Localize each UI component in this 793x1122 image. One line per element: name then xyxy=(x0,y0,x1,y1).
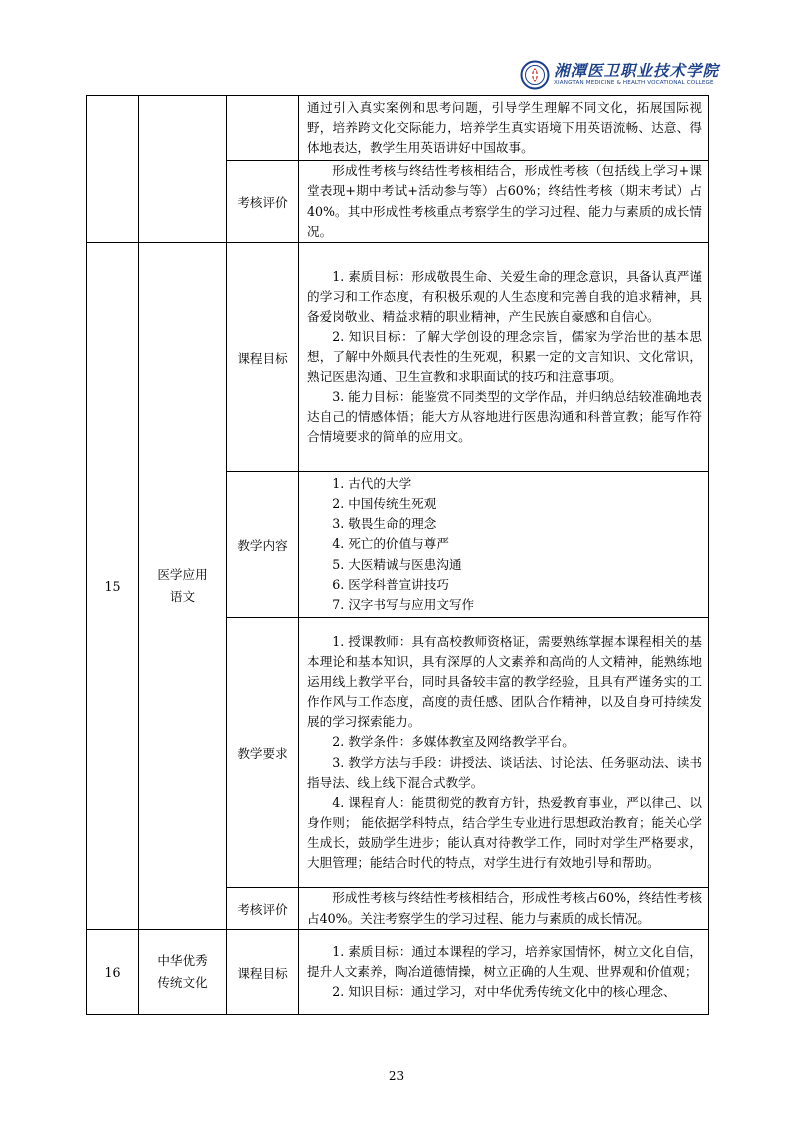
course-name-line: 传统文化 xyxy=(157,975,208,990)
course-name-line: 医学应用 xyxy=(157,567,208,582)
header-logo xyxy=(520,58,720,94)
list-item: 4. 死亡的价值与尊严 xyxy=(332,536,449,552)
table-row xyxy=(87,243,709,472)
goal-paragraph: 3. 能力目标：能鉴赏不同类型的文学作品，并归纳总结较准确地表达自己的情感体悟；能大方从容地进行医患沟通和科普宣教；能写作符合情境要求的简单的应用文。 xyxy=(307,389,702,445)
course-name-line: 中华优秀 xyxy=(157,953,208,968)
category-label: 教学内容 xyxy=(227,472,299,618)
list-item: 6. 医学科普宣讲技巧 xyxy=(332,576,449,592)
table-row xyxy=(87,96,709,161)
content-cell xyxy=(299,930,709,1015)
category-cell xyxy=(227,96,299,161)
page-number: 23 xyxy=(388,1069,405,1083)
table-row xyxy=(87,930,709,1015)
category-label: 考核评价 xyxy=(227,161,299,243)
course-name xyxy=(139,243,227,930)
continued-text: 通过引入真实案例和思考问题，引导学生理解不同文化，拓展国际视野，培养跨文化交际能力，培养学生真实语境下用英语流畅、达意、得体地表达，教学生用英语讲好中国故事。 xyxy=(307,99,702,156)
content-cell xyxy=(299,96,709,161)
list-item: 5. 大医精诚与医患沟通 xyxy=(332,556,462,572)
requirement-paragraph: 4. 课程育人：能贯彻党的教育方针，热爱教育事业，严以律己、以身作则； 能依据学科特点，结合学生专业进行思想政治教育；能关心学生成长，鼓励学生进步；能认真对待教学工作，同时对学生严格要求，大胆管理；能结合时代的特点，对学生进行有效地引导和帮助。 xyxy=(307,794,702,870)
assessment-text: 形成性考核与终结性考核相结合，形成性考核占60%，终结性考核占40%。关注考察学生的学习过程、能力与素质的成长情况。 xyxy=(307,890,702,926)
goal-paragraph: 2. 知识目标：通过学习，对中华优秀传统文化中的核心理念、 xyxy=(332,984,676,1000)
course-name-line: 语文 xyxy=(169,589,196,604)
category-label: 考核评价 xyxy=(227,888,299,930)
category-label: 课程目标 xyxy=(227,930,299,1015)
requirement-paragraph: 3. 教学方法与手段：讲授法、谈话法、讨论法、任务驱动法、读书指导法、线上线下混合式教学。 xyxy=(307,754,702,790)
requirement-paragraph: 1. 授课教师：具有高校教师资格证，需要熟练掌握本课程相关的基本理论和基本知识，具有深厚的人文素养和高尚的人文精神，能熟练地运用线上教学平台，同时具备较丰富的教学经验，且具有严谨务实的工作作风与工作态度，高度的责任感、团队合作精神，以及自身可持续发展的学习探索能力。 xyxy=(307,633,702,730)
college-emblem-icon xyxy=(520,60,550,90)
content-cell xyxy=(299,472,709,618)
content-cell xyxy=(299,161,709,243)
content-cell xyxy=(299,618,709,888)
school-name-en: XIANGTAN MEDICINE & HEALTH VOCATIONAL COLLEGE xyxy=(554,80,714,86)
number-cell xyxy=(87,96,139,243)
category-label: 课程目标 xyxy=(227,243,299,472)
goal-paragraph: 1. 素质目标：通过本课程的学习，培养家国情怀，树立文化自信，提升人文素养，陶冶道德情操，树立正确的人生观、世界观和价值观； xyxy=(307,943,702,979)
list-item: 7. 汉字书写与应用文写作 xyxy=(332,596,475,612)
school-name: 湘潭医卫职业技术学院 xyxy=(554,61,720,80)
list-item: 3. 敬畏生命的理念 xyxy=(332,516,437,532)
goal-paragraph: 2. 知识目标：了解大学创设的理念宗旨，儒家为学治世的基本思想，了解中外颇具代表性的生死观，积累一定的文言知识、文化常识，熟记医患沟通、卫生宣教和求职面试的技巧和注意事项。 xyxy=(307,328,702,385)
name-cell xyxy=(139,96,227,243)
list-item: 2. 中国传统生死观 xyxy=(332,496,437,512)
content-cell xyxy=(299,888,709,930)
list-item: 1. 古代的大学 xyxy=(332,476,412,492)
course-number: 16 xyxy=(87,930,139,1015)
content-cell xyxy=(299,243,709,472)
course-number: 15 xyxy=(87,243,139,930)
curriculum-table xyxy=(86,95,709,1015)
goal-paragraph: 1. 素质目标：形成敬畏生命、关爱生命的理念意识，具备认真严谨的学习和工作态度，有积极乐观的人生态度和完善自我的追求精神，具备爱岗敬业、精益求精的职业精神，产生民族自豪感和自信心。 xyxy=(307,268,702,324)
category-label: 教学要求 xyxy=(227,618,299,888)
course-name xyxy=(139,930,227,1015)
assessment-text: 形成性考核与终结性考核相结合，形成性考核（包括线上学习+课堂表现+期中考试+活动参与等）占60%；终结性考核（期末考试）占40%。其中形成性考核重点考察学生的学习过程、能力与素质的成长情况。 xyxy=(307,163,702,239)
requirement-paragraph: 2. 教学条件：多媒体教室及网络教学平台。 xyxy=(332,734,575,750)
